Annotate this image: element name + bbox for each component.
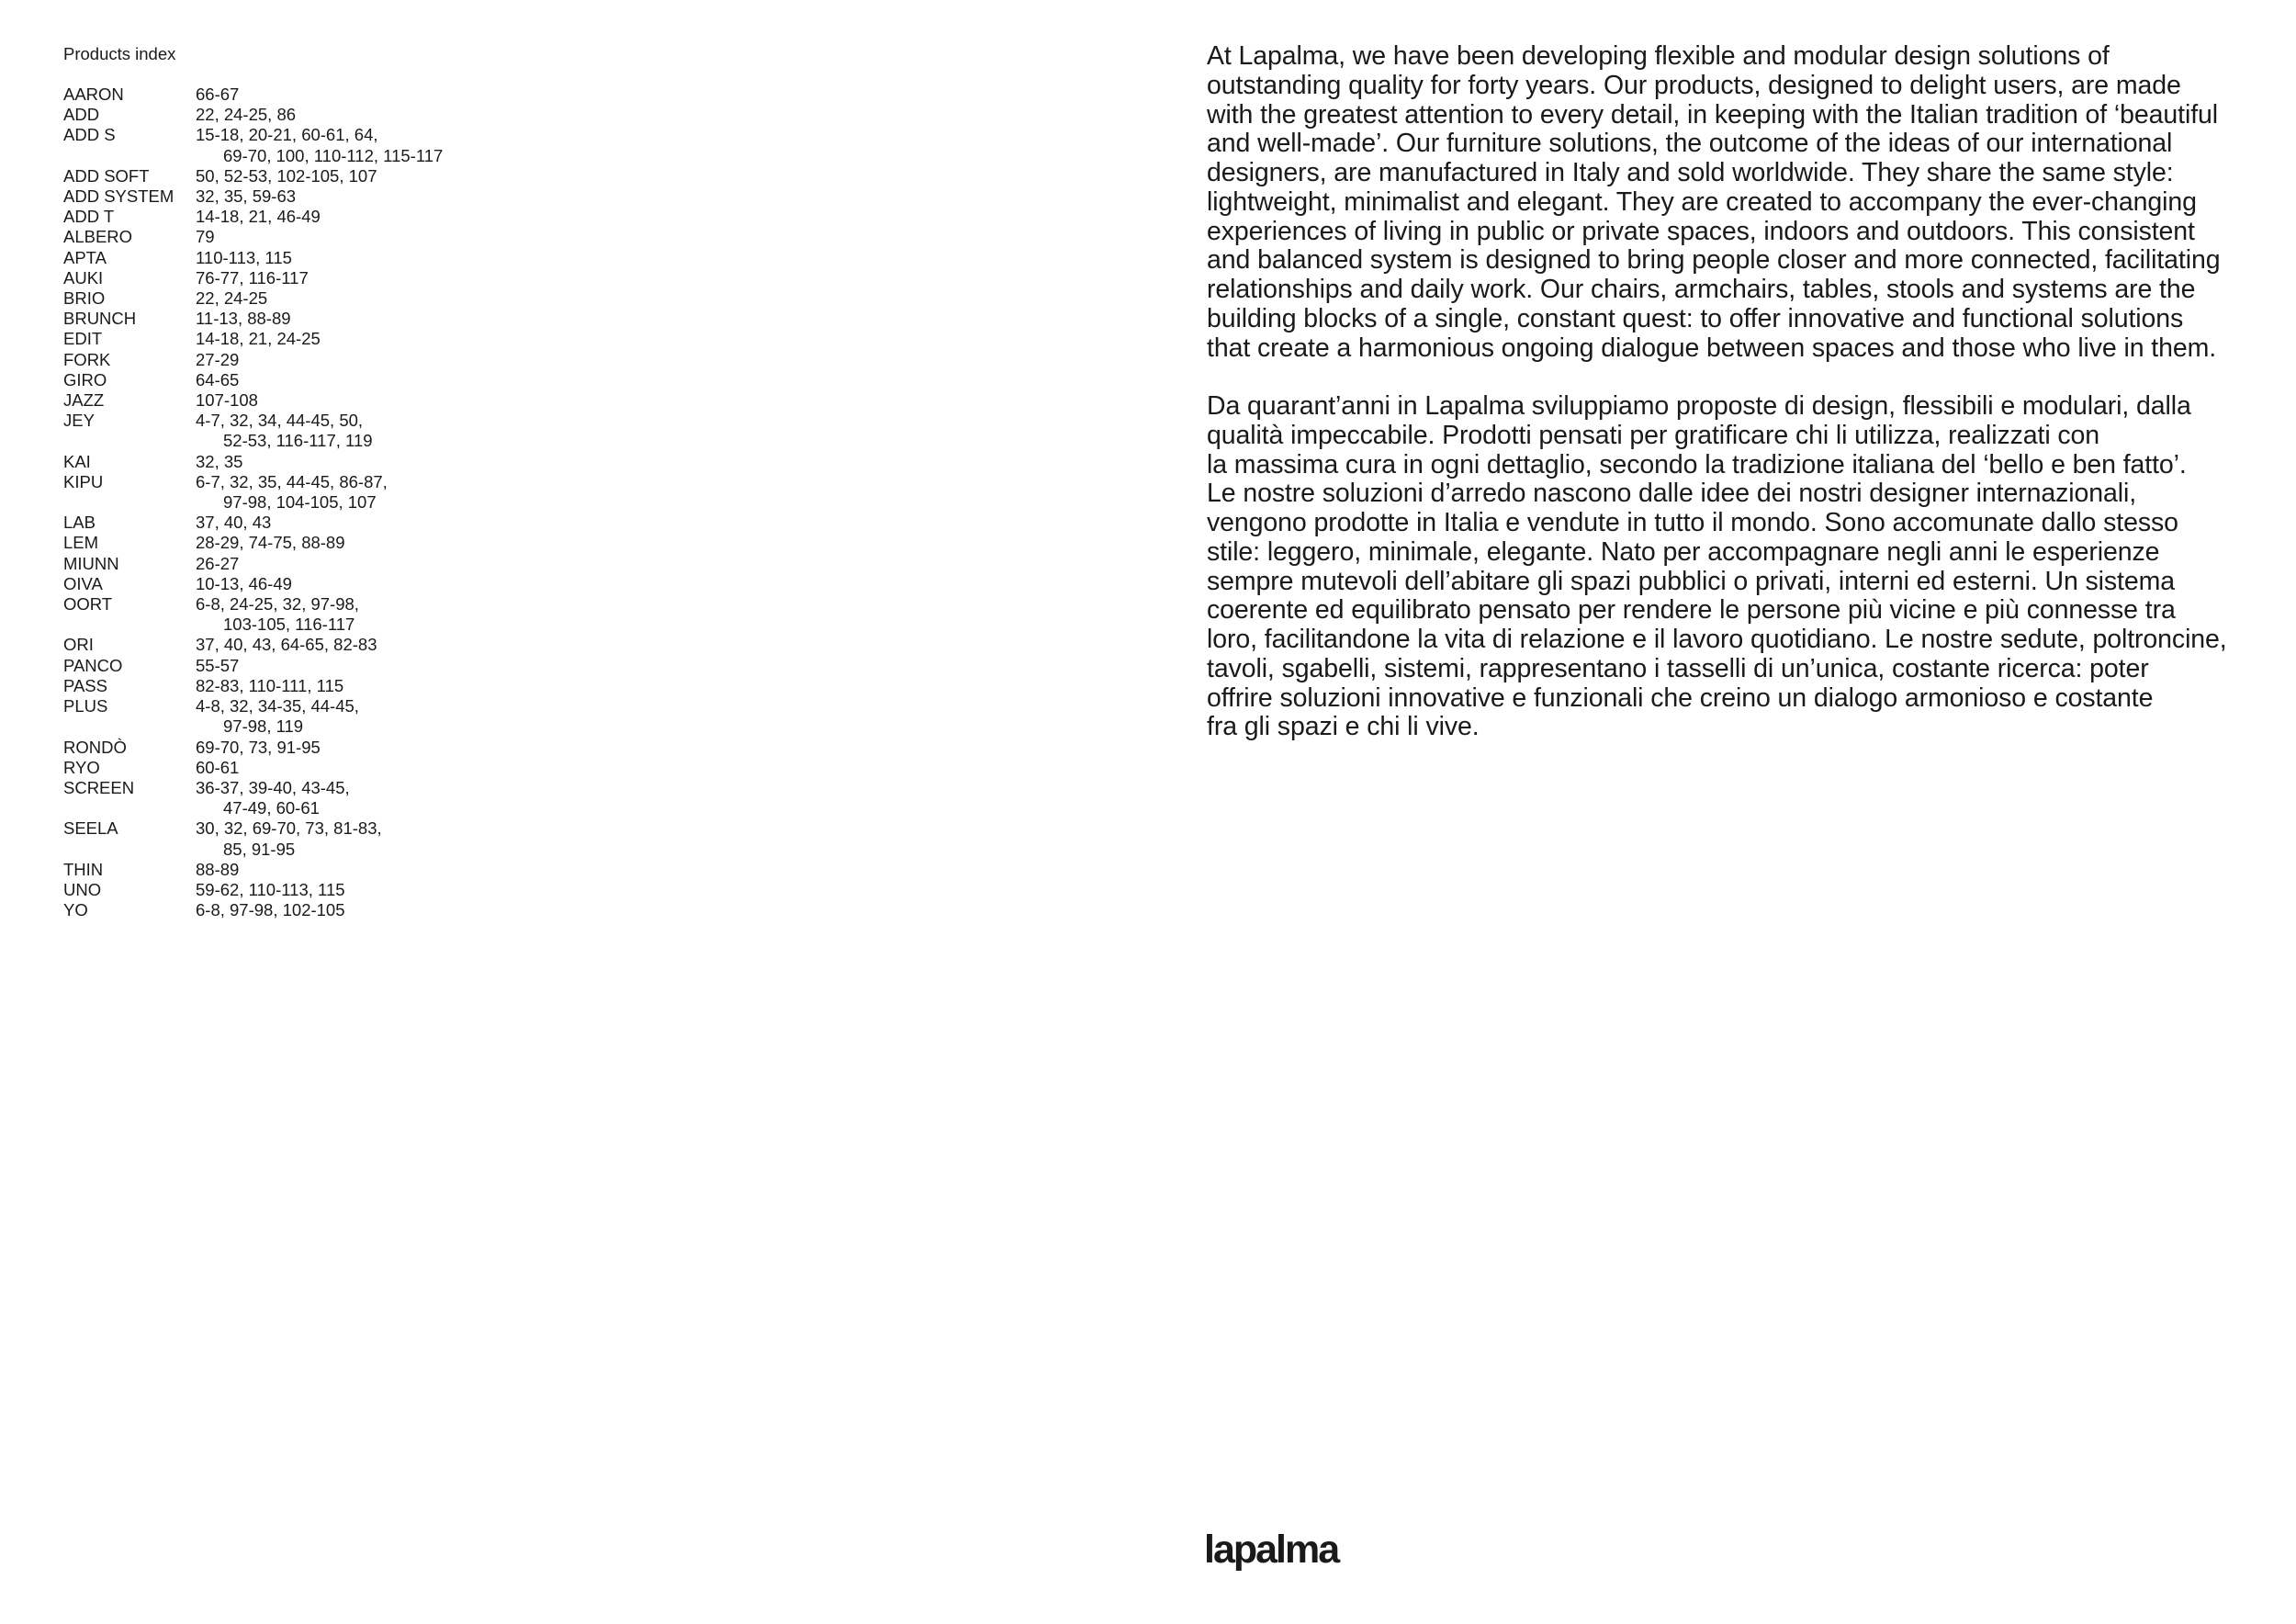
index-page-line: 110-113, 115 xyxy=(196,247,292,267)
index-page-line: 47-49, 60-61 xyxy=(223,798,320,818)
index-product-name: JAZZ xyxy=(63,390,105,411)
index-row xyxy=(63,758,578,778)
intro-english-paragraph: At Lapalma, we have been developing flexible and modular design solutions of outstanding quality for forty years. Our products, designed to delight users, are made with the greatest attention to every detail, in keeping with the Italian tradition of ‘beautiful and well-made’. Our furniture solutions, the outcome of the ideas of our international designers, are manufactured in Italy and sold worldwide. They share the same style: lightweight, minimalist and elegant. They are created to accompany the ever-changing experiences of living in public or private spaces, indoors and outdoors. This consistent and balanced system is designed to bring people closer and more connected, facilitating relationships and daily work. Our chairs, armchairs, tables, stools and systems are the building blocks of a single, constant quest: to offer innovative and functional solutions that create a harmonious ongoing dialogue between spaces and those who live in them. xyxy=(1207,41,2221,363)
index-page-line: 50, 52-53, 102-105, 107 xyxy=(196,165,377,186)
index-page-line: 6-7, 32, 35, 44-45, 86-87, xyxy=(196,471,388,491)
index-row xyxy=(63,656,578,676)
index-product-name: AUKI xyxy=(63,267,104,288)
index-product-name: ALBERO xyxy=(63,227,133,247)
index-row xyxy=(63,166,578,186)
index-row xyxy=(63,370,578,390)
index-page-line: 66-67 xyxy=(196,85,240,104)
index-page-line: 82-83, 110-111, 115 xyxy=(196,675,344,695)
index-product-name: AARON xyxy=(63,85,124,104)
intro-italian-paragraph: Da quarant’anni in Lapalma sviluppiamo proposte di design, flessibili e modulari, dalla qualità impeccabile. Prodotti pensati per gratificare chi li utilizza, realizzati con la massima cura in ogni dettaglio, secondo la tradizione italiana del ‘bello e ben fatto’. Le nostre soluzioni d’arredo nascono dalle idee dei nostri designer internazionali, vengono prodotte in Italia e vendute in tutto il mondo. Sono accomunate dallo stesso stile: leggero, minimale, elegante. Nato per accompagnare negli anni le esperienze sempre mutevoli dell’abitare gli spazi pubblici o privati, interni ed esterni. Un sistema coerente ed equilibrato pensato per rendere le persone più vicine e più connesse tra loro, facilitandone la vita di relazione e il lavoro quotidiano. Le nostre sedute, poltroncine, tavoli, sgabelli, sistemi, rappresentano i tasselli di un’unica, costante ricerca: poter offrire soluzioni innovative e funzionali che creino un dialogo armonioso e costante fra gli spazi e chi li vive. xyxy=(1207,391,2227,742)
index-page-line: 11-13, 88-89 xyxy=(196,309,291,329)
index-page-line: 60-61 xyxy=(196,757,240,777)
index-product-pages xyxy=(196,818,578,859)
index-page-line: 55-57 xyxy=(196,655,240,675)
index-product-pages xyxy=(196,390,578,411)
index-row xyxy=(63,554,578,574)
index-product-pages xyxy=(196,513,578,533)
index-product-pages xyxy=(196,635,578,655)
index-page-line: 28-29, 74-75, 88-89 xyxy=(196,533,345,553)
index-product-name: BRIO xyxy=(63,288,106,309)
index-row xyxy=(63,309,578,329)
index-row xyxy=(63,411,578,451)
index-page-line: 79 xyxy=(196,227,215,247)
index-product-pages xyxy=(196,758,578,778)
index-page-line: 32, 35, 59-63 xyxy=(196,186,297,207)
index-page-line: 69-70, 100, 110-112, 115-117 xyxy=(223,145,444,165)
index-row xyxy=(63,574,578,594)
intro-text xyxy=(1207,42,2272,772)
index-product-pages xyxy=(196,166,578,186)
index-row xyxy=(63,390,578,411)
index-page-line: 52-53, 116-117, 119 xyxy=(223,431,373,451)
index-product-name: GIRO xyxy=(63,369,107,389)
index-product-name: EDIT xyxy=(63,329,103,349)
index-row xyxy=(63,513,578,533)
index-product-name: LEM xyxy=(63,533,99,553)
index-page-line: 26-27 xyxy=(196,553,240,573)
index-row xyxy=(63,186,578,207)
index-page-line: 10-13, 46-49 xyxy=(196,573,292,593)
index-row xyxy=(63,350,578,370)
index-product-name: UNO xyxy=(63,879,102,899)
index-product-pages xyxy=(196,248,578,268)
index-row xyxy=(63,594,578,635)
index-product-pages xyxy=(196,309,578,329)
index-row xyxy=(63,227,578,247)
index-product-pages xyxy=(196,900,578,920)
index-product-pages xyxy=(196,778,578,818)
index-row xyxy=(63,778,578,818)
index-row xyxy=(63,125,578,165)
index-page-line: 6-8, 97-98, 102-105 xyxy=(196,900,345,920)
index-product-name: JEY xyxy=(63,411,95,431)
index-product-pages xyxy=(196,268,578,288)
index-row xyxy=(63,452,578,472)
index-product-pages xyxy=(196,105,578,125)
index-row xyxy=(63,207,578,227)
index-product-name: THIN xyxy=(63,859,104,879)
index-product-name: OORT xyxy=(63,594,113,615)
index-row xyxy=(63,676,578,696)
index-product-pages xyxy=(196,594,578,635)
index-row xyxy=(63,329,578,349)
products-index-list xyxy=(63,85,578,920)
index-page-line: 14-18, 21, 46-49 xyxy=(196,207,321,227)
index-product-pages xyxy=(196,370,578,390)
index-page-line: 32, 35 xyxy=(196,451,243,471)
index-row xyxy=(63,880,578,900)
index-row xyxy=(63,635,578,655)
index-product-pages xyxy=(196,85,578,105)
index-row xyxy=(63,268,578,288)
index-product-name: KAI xyxy=(63,451,91,471)
index-product-name: ADD T xyxy=(63,207,115,227)
index-product-pages xyxy=(196,880,578,900)
index-product-pages xyxy=(196,860,578,880)
index-page-line: 4-7, 32, 34, 44-45, 50, xyxy=(196,411,364,431)
index-page-line: 4-8, 32, 34-35, 44-45, xyxy=(196,696,359,716)
index-row xyxy=(63,696,578,737)
index-page-line: 37, 40, 43, 64-65, 82-83 xyxy=(196,635,377,655)
index-page-line: 88-89 xyxy=(196,859,240,879)
index-product-pages xyxy=(196,207,578,227)
index-product-pages xyxy=(196,738,578,758)
index-product-name: LAB xyxy=(63,513,96,533)
index-product-pages xyxy=(196,329,578,349)
index-row xyxy=(63,738,578,758)
index-product-name: MIUNN xyxy=(63,553,119,573)
index-page-line: 37, 40, 43 xyxy=(196,513,272,533)
index-page-line: 14-18, 21, 24-25 xyxy=(196,329,321,349)
index-row xyxy=(63,900,578,920)
index-product-pages xyxy=(196,288,578,309)
index-product-pages xyxy=(196,227,578,247)
index-product-name: RYO xyxy=(63,757,100,777)
index-page-line: 6-8, 24-25, 32, 97-98, xyxy=(196,594,359,615)
index-product-pages xyxy=(196,186,578,207)
index-product-name: SEELA xyxy=(63,818,118,839)
index-product-pages xyxy=(196,125,578,165)
index-product-name: KIPU xyxy=(63,471,104,491)
products-index-title: Products index xyxy=(63,44,176,63)
index-row xyxy=(63,105,578,125)
index-page-line: 103-105, 116-117 xyxy=(223,615,355,635)
index-product-name: APTA xyxy=(63,247,107,267)
index-page-line: 76-77, 116-117 xyxy=(196,267,309,288)
index-page-line: 22, 24-25 xyxy=(196,288,268,309)
index-product-name: ADD xyxy=(63,105,100,125)
index-row xyxy=(63,533,578,553)
index-product-pages xyxy=(196,676,578,696)
index-product-name: ADD SOFT xyxy=(63,165,150,186)
index-page-line: 97-98, 104-105, 107 xyxy=(223,492,377,513)
index-product-pages xyxy=(196,472,578,513)
index-product-pages xyxy=(196,554,578,574)
index-product-name: PLUS xyxy=(63,696,108,716)
index-page-line: 107-108 xyxy=(196,390,258,411)
index-product-name: BRUNCH xyxy=(63,309,137,329)
index-page-line: 85, 91-95 xyxy=(223,839,296,859)
index-product-name: OIVA xyxy=(63,573,103,593)
index-page-line: 30, 32, 69-70, 73, 81-83, xyxy=(196,818,382,839)
index-product-name: ORI xyxy=(63,635,94,655)
index-row xyxy=(63,288,578,309)
index-page-line: 15-18, 20-21, 60-61, 64, xyxy=(196,125,378,145)
index-page-line: 22, 24-25, 86 xyxy=(196,105,297,125)
index-page-line: 59-62, 110-113, 115 xyxy=(196,879,345,899)
index-row xyxy=(63,472,578,513)
index-product-pages xyxy=(196,696,578,737)
index-page-line: 69-70, 73, 91-95 xyxy=(196,737,321,757)
index-product-name: ADD S xyxy=(63,125,116,145)
products-index xyxy=(63,44,578,920)
index-product-name: ADD SYSTEM xyxy=(63,186,174,207)
index-page-line: 36-37, 39-40, 43-45, xyxy=(196,777,350,797)
index-product-pages xyxy=(196,533,578,553)
lapalma-logo: lapalma xyxy=(1204,1528,1339,1572)
index-product-name: FORK xyxy=(63,349,111,369)
index-product-pages xyxy=(196,350,578,370)
index-row xyxy=(63,860,578,880)
index-row xyxy=(63,818,578,859)
index-page-line: 97-98, 119 xyxy=(223,716,304,737)
index-product-name: RONDÒ xyxy=(63,737,127,757)
index-row xyxy=(63,248,578,268)
index-product-pages xyxy=(196,656,578,676)
index-product-pages xyxy=(196,411,578,451)
index-product-name: PASS xyxy=(63,675,107,695)
index-page-line: 27-29 xyxy=(196,349,240,369)
index-product-name: SCREEN xyxy=(63,777,135,797)
index-page-line: 64-65 xyxy=(196,369,240,389)
index-product-pages xyxy=(196,452,578,472)
index-product-name: PANCO xyxy=(63,655,123,675)
index-product-name: YO xyxy=(63,900,88,920)
index-row xyxy=(63,85,578,105)
index-product-pages xyxy=(196,574,578,594)
